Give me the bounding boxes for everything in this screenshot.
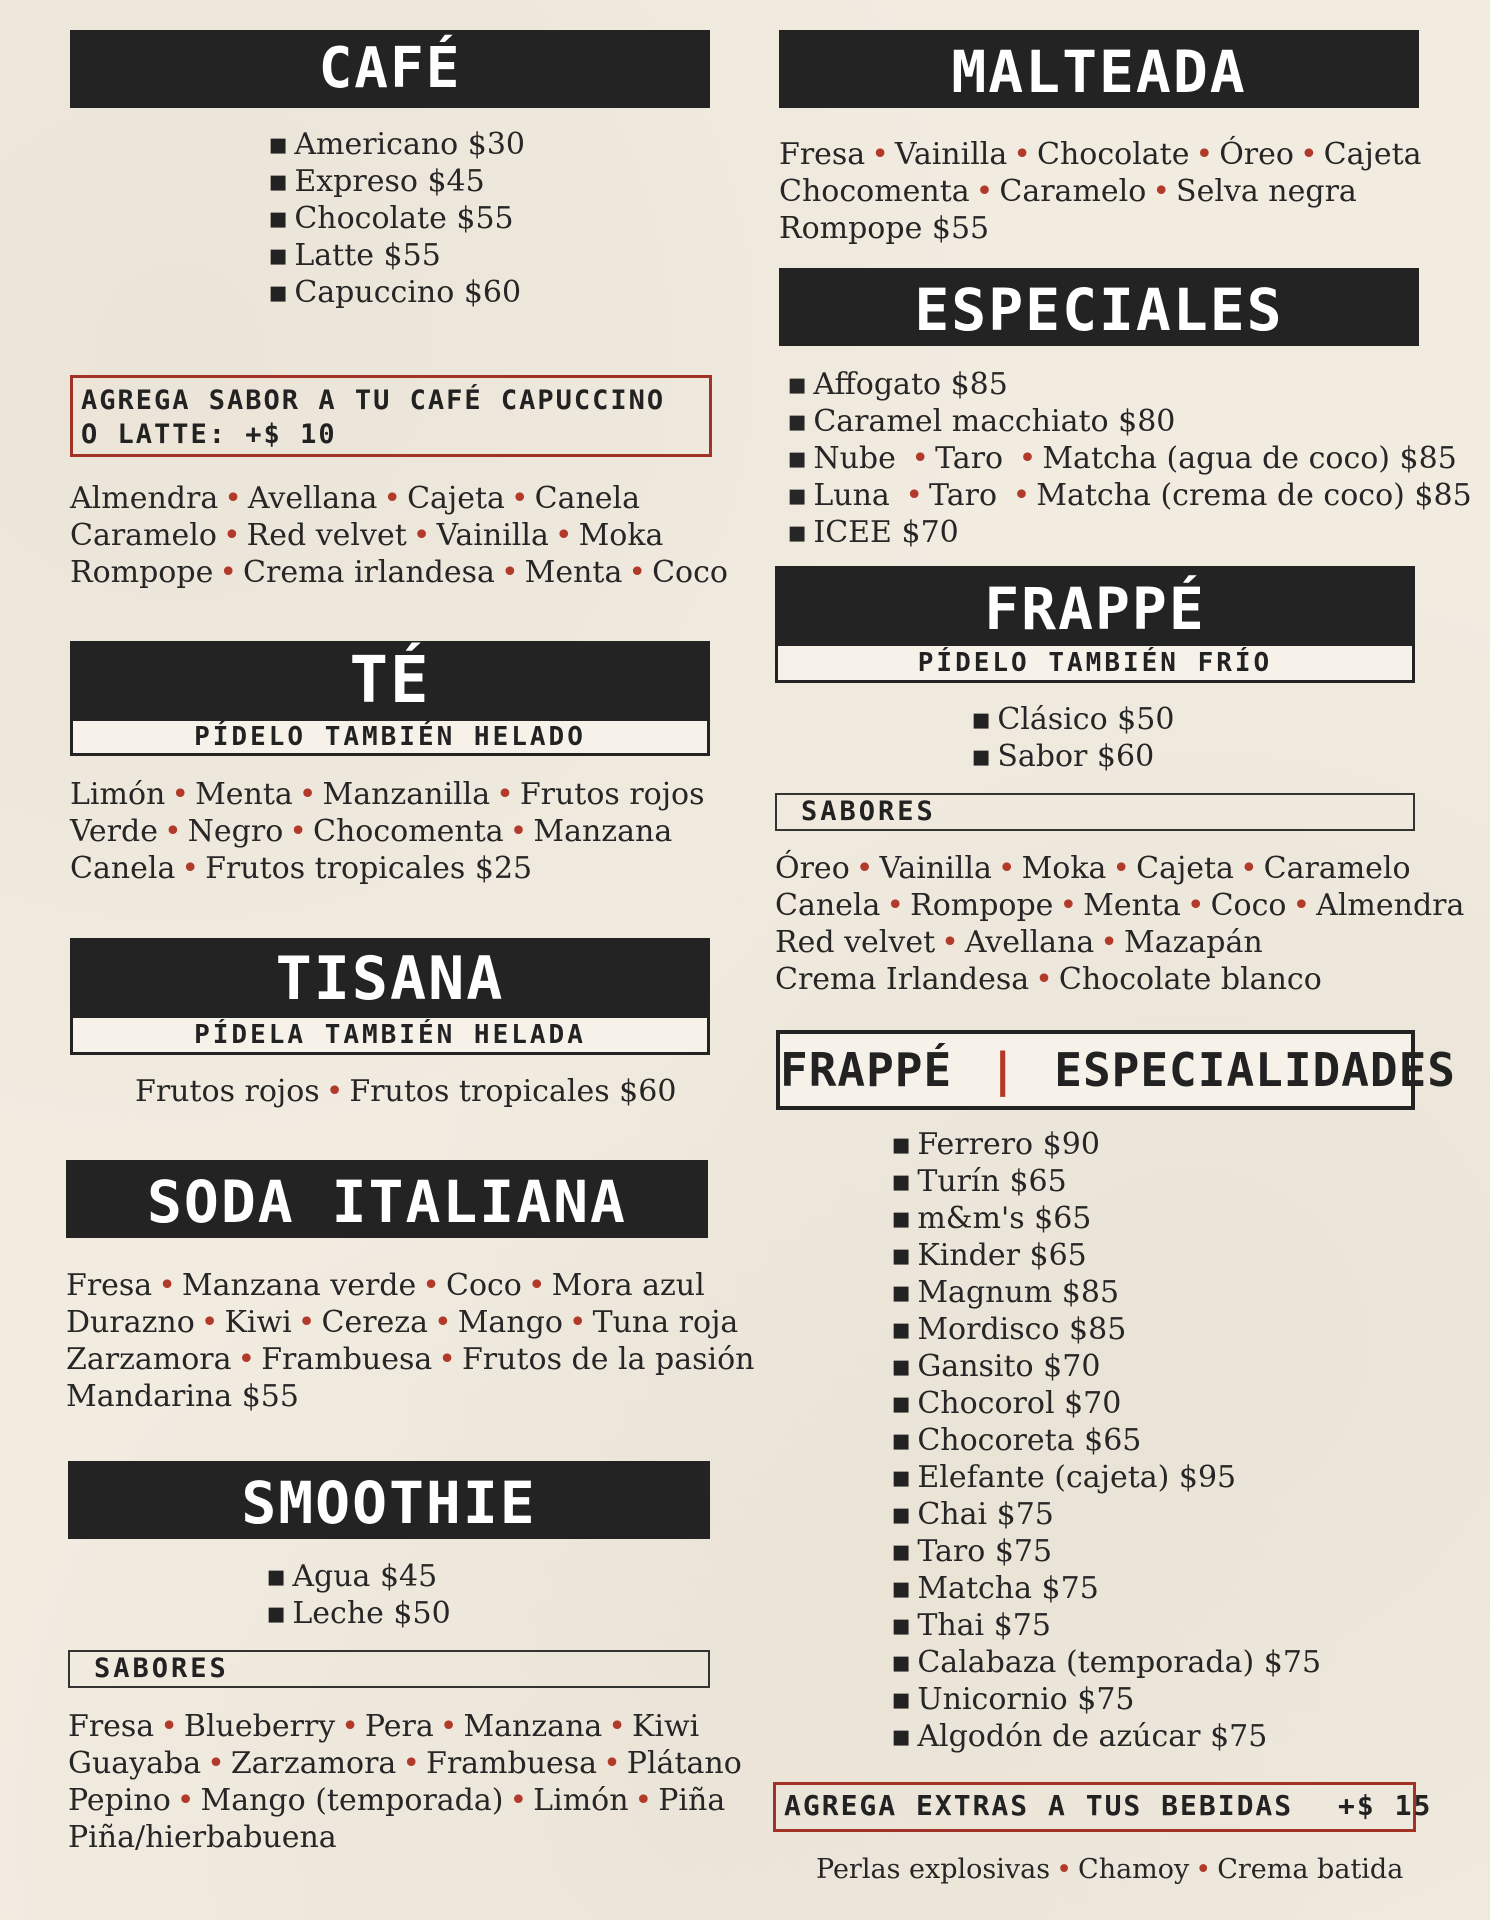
bullet-icon: ▪ xyxy=(787,478,808,513)
list-item: ▪ Chocoreta $65 xyxy=(891,1422,1321,1459)
separator-dot: • xyxy=(181,851,200,886)
separator-dot: • xyxy=(289,814,307,849)
smoothie-sabores-label: SABORES xyxy=(68,1650,710,1688)
flavor-item: Caramelo xyxy=(999,174,1147,209)
flavor-item: Pepino xyxy=(68,1783,171,1818)
flavor-item: Avellana xyxy=(964,925,1095,960)
cafe-title: CAFÉ xyxy=(70,30,710,108)
separator-dot: • xyxy=(219,555,238,590)
flavor-item: Crema irlandesa xyxy=(243,555,495,590)
flavor-item: Rompope xyxy=(910,888,1054,923)
separator-dot: • xyxy=(341,1709,359,1744)
smoothie-list xyxy=(266,1558,451,1632)
list-item: ▪ Chocorol $70 xyxy=(891,1385,1321,1422)
flavor-item: Vainilla xyxy=(879,851,992,886)
flavor-line xyxy=(68,1782,742,1819)
bullet-icon: ▪ xyxy=(787,404,808,439)
flavor-item: Óreo xyxy=(775,851,850,886)
flavor-line xyxy=(779,136,1422,173)
separator-dot: • xyxy=(200,1305,219,1340)
list-item: ▪ Magnum $85 xyxy=(891,1274,1321,1311)
separator-dot: • xyxy=(160,1709,178,1744)
list-item xyxy=(787,514,1472,551)
flavor-item: Zarzamora xyxy=(66,1342,232,1377)
flavor-line xyxy=(775,850,1464,887)
flavor-item: Vainilla xyxy=(436,518,549,553)
separator-dot: • xyxy=(298,777,317,812)
flavor-line xyxy=(70,850,705,887)
separator-dot: • xyxy=(163,814,182,849)
flavor-line xyxy=(70,480,728,517)
extras-items xyxy=(816,1851,1403,1888)
list-item xyxy=(787,477,1472,514)
flavor-item: Zarzamora xyxy=(230,1746,397,1781)
separator-dot: • xyxy=(603,1746,621,1781)
flavor-item: Óreo xyxy=(1219,137,1294,172)
flavor-item: Manzana xyxy=(533,814,673,849)
separator-dot: • xyxy=(527,1268,546,1303)
list-item: ▪ Elefante (cajeta) $95 xyxy=(891,1459,1321,1496)
flavor-line xyxy=(68,1708,742,1745)
flavor-line xyxy=(66,1341,754,1378)
especialidades-list xyxy=(891,1126,1321,1755)
separator-dot: • xyxy=(176,1783,195,1818)
separator-dot: • xyxy=(871,137,889,172)
bullet-icon: ▪ xyxy=(787,367,808,402)
separator-dot: • xyxy=(905,478,924,513)
flavor-item: Frutos rojos xyxy=(135,1074,320,1109)
separator-dot: • xyxy=(1292,888,1311,923)
list-item: ▪ Mordisco $85 xyxy=(891,1311,1321,1348)
separator-dot: • xyxy=(1035,962,1053,997)
flavor-item: Fresa xyxy=(66,1268,153,1303)
separator-dot: • xyxy=(207,1746,225,1781)
separator-dot: • xyxy=(975,174,994,209)
flavor-item: Manzanilla xyxy=(322,777,491,812)
list-item xyxy=(787,440,1472,477)
extras-price: +$ 15 xyxy=(1338,1789,1433,1822)
list-item: ▪ Leche $50 xyxy=(266,1595,451,1632)
list-item xyxy=(787,366,1472,403)
te-flavors xyxy=(70,776,705,887)
flavor-line xyxy=(70,813,705,850)
separator-dot: • xyxy=(500,555,519,590)
flavor-item: Almendra xyxy=(70,481,219,516)
separator-dot: • xyxy=(568,1305,587,1340)
flavor-item: Frambuesa xyxy=(261,1342,433,1377)
flavor-item: Moka xyxy=(578,518,664,553)
list-item: ▪ Gansito $70 xyxy=(891,1348,1321,1385)
list-item: ▪ Sabor $60 xyxy=(971,738,1174,775)
especial-item-text: Matcha (crema de coco) $85 xyxy=(1036,478,1472,513)
frappe-flavors xyxy=(775,850,1464,998)
flavor-item: Coco xyxy=(1210,888,1287,923)
extra-item: Chamoy xyxy=(1078,1854,1190,1885)
especial-item-text: Nube xyxy=(813,441,906,476)
separator-dot: • xyxy=(1056,1854,1073,1885)
separator-dot: • xyxy=(1100,925,1118,960)
te-title: TÉ xyxy=(70,641,710,719)
separator-dot: • xyxy=(509,1783,528,1818)
flavor-item: Frambuesa xyxy=(426,1746,598,1781)
especial-item-text: Matcha (agua de coco) $85 xyxy=(1042,441,1457,476)
flavor-item: Fresa xyxy=(68,1709,155,1744)
flavor-item: Frutos tropicales $60 xyxy=(349,1074,677,1109)
separator-dot: • xyxy=(383,481,402,516)
malteada-title: MALTEADA xyxy=(779,30,1419,108)
separator-dot: • xyxy=(1195,1854,1212,1885)
cafe-flavors xyxy=(70,480,728,591)
flavor-item: Chocomenta xyxy=(779,174,970,209)
frappe-title: FRAPPÉ xyxy=(775,566,1415,644)
cafe-addon-box xyxy=(70,375,712,457)
bullet-icon: ▪ xyxy=(787,515,808,550)
especial-item-text: ICEE $70 xyxy=(813,515,959,550)
list-item: ▪ Capuccino $60 xyxy=(268,274,525,311)
separator-dot: • xyxy=(634,1783,653,1818)
flavor-item: Chocolate xyxy=(1037,137,1190,172)
separator-dot: • xyxy=(1013,137,1031,172)
separator-dot: • xyxy=(628,555,647,590)
especial-item-text: Luna xyxy=(813,478,900,513)
cafe-addon-line: O LATTE: +$ 10 xyxy=(81,419,337,450)
flavor-item: Cereza xyxy=(321,1305,428,1340)
flavor-item: Cajeta xyxy=(407,481,505,516)
smoothie-flavors xyxy=(68,1708,742,1856)
list-item: ▪ Kinder $65 xyxy=(891,1237,1321,1274)
separator-dot: • xyxy=(158,1268,176,1303)
list-item: ▪ Algodón de azúcar $75 xyxy=(891,1718,1321,1755)
separator-dot: • xyxy=(1152,174,1171,209)
flavor-item: Kiwi xyxy=(631,1709,700,1744)
especial-item-text: Taro xyxy=(929,478,1007,513)
list-item: ▪ Latte $55 xyxy=(268,237,525,274)
flavor-item: Negro xyxy=(187,814,284,849)
flavor-line xyxy=(775,961,1464,998)
flavor-item: Mazapán xyxy=(1123,925,1263,960)
flavor-item: Red velvet xyxy=(775,925,936,960)
flavor-item: Caramelo xyxy=(1263,851,1411,886)
flavor-line xyxy=(779,210,1422,247)
separator-dot: • xyxy=(1186,888,1205,923)
separator-dot: • xyxy=(1018,441,1037,476)
flavor-item: Limón xyxy=(70,777,166,812)
especialidades-title-left: FRAPPÉ xyxy=(780,1043,953,1097)
extra-item: Crema batida xyxy=(1217,1854,1404,1885)
flavor-item: Cajeta xyxy=(1323,137,1422,172)
flavor-item: Caramelo xyxy=(70,518,217,553)
especialidades-title xyxy=(776,1030,1457,1110)
te-subtitle: PÍDELO TAMBIÉN HELADO xyxy=(70,718,710,756)
especial-item-text: Caramel macchiato $80 xyxy=(813,404,1176,439)
separator-dot: • xyxy=(911,441,930,476)
separator-dot: • xyxy=(1112,851,1131,886)
separator-dot: • xyxy=(510,481,529,516)
separator-dot: • xyxy=(855,851,874,886)
flavor-item: Moka xyxy=(1021,851,1107,886)
flavor-item: Mandarina $55 xyxy=(66,1379,299,1414)
especial-item-text: Affogato $85 xyxy=(813,367,1008,402)
flavor-item: Canela xyxy=(534,481,641,516)
separator-dot: • xyxy=(237,1342,256,1377)
separator-dot: • xyxy=(325,1074,344,1109)
flavor-item: Manzana xyxy=(463,1709,603,1744)
separator-dot: • xyxy=(554,518,573,553)
flavor-item: Fresa xyxy=(779,137,866,172)
flavor-line xyxy=(775,887,1464,924)
list-item: ▪ Expreso $45 xyxy=(268,163,525,200)
flavor-item: Selva negra xyxy=(1176,174,1357,209)
list-item: ▪ Chocolate $55 xyxy=(268,200,525,237)
list-item: ▪ Unicornio $75 xyxy=(891,1681,1321,1718)
extras-label: AGREGA EXTRAS A TUS BEBIDAS xyxy=(784,1789,1294,1822)
flavor-line xyxy=(66,1267,754,1304)
flavor-item: Menta xyxy=(195,777,293,812)
flavor-item: Menta xyxy=(524,555,623,590)
separator-dot: • xyxy=(412,518,431,553)
flavor-item: Kiwi xyxy=(224,1305,292,1340)
flavor-item: Blueberry xyxy=(183,1709,336,1744)
flavor-item: Red velvet xyxy=(246,518,407,553)
flavor-item: Crema Irlandesa xyxy=(775,962,1030,997)
cafe-list xyxy=(268,126,525,311)
separator-dot: • xyxy=(222,518,241,553)
extras-box xyxy=(773,1782,1433,1832)
flavor-item: Guayaba xyxy=(68,1746,202,1781)
tisana-subtitle: PÍDELA TAMBIÉN HELADA xyxy=(70,1015,710,1055)
list-item: ▪ Calabaza (temporada) $75 xyxy=(891,1644,1321,1681)
flavor-item: Cajeta xyxy=(1136,851,1234,886)
flavor-item: Rompope $55 xyxy=(779,211,990,246)
flavor-item: Plátano xyxy=(626,1746,742,1781)
frappe-list xyxy=(971,701,1174,775)
list-item: ▪ Matcha $75 xyxy=(891,1570,1321,1607)
frappe-sabores-label: SABORES xyxy=(775,793,1415,831)
malteada-flavors xyxy=(779,136,1422,247)
flavor-item: Piña/hierbabuena xyxy=(68,1820,337,1855)
especialidades-title-sep: | xyxy=(988,1043,1018,1097)
separator-dot: • xyxy=(422,1268,440,1303)
tisana-flavors xyxy=(135,1073,676,1110)
flavor-item: Frutos rojos xyxy=(519,777,705,812)
list-item: ▪ Agua $45 xyxy=(266,1558,451,1595)
flavor-item: Coco xyxy=(445,1268,522,1303)
separator-dot: • xyxy=(433,1305,452,1340)
flavor-item: Mora azul xyxy=(551,1268,705,1303)
list-item: ▪ Turín $65 xyxy=(891,1163,1321,1200)
list-item: ▪ Clásico $50 xyxy=(971,701,1174,738)
flavor-item: Verde xyxy=(70,814,158,849)
flavor-line xyxy=(70,554,728,591)
flavor-item: Canela xyxy=(70,851,176,886)
flavor-line xyxy=(66,1378,754,1415)
separator-dot: • xyxy=(509,814,528,849)
list-item: ▪ Americano $30 xyxy=(268,126,525,163)
separator-dot: • xyxy=(224,481,242,516)
especial-item-text: Taro xyxy=(935,441,1013,476)
flavor-item: Pera xyxy=(364,1709,434,1744)
flavor-item: Canela xyxy=(775,888,881,923)
flavor-line xyxy=(135,1073,676,1110)
flavor-item: Chocomenta xyxy=(313,814,504,849)
cafe-addon-line: AGREGA SABOR A TU CAFÉ CAPUCCINO xyxy=(81,385,666,416)
separator-dot: • xyxy=(1195,137,1214,172)
flavor-line xyxy=(68,1745,742,1782)
separator-dot: • xyxy=(171,777,190,812)
flavor-item: Rompope xyxy=(70,555,214,590)
separator-dot: • xyxy=(439,1709,458,1744)
flavor-item: Vainilla xyxy=(894,137,1008,172)
flavor-line xyxy=(70,776,705,813)
flavor-line xyxy=(68,1819,742,1856)
flavor-item: Mango (temporada) xyxy=(200,1783,504,1818)
flavor-item: Coco xyxy=(652,555,728,590)
flavor-item: Durazno xyxy=(66,1305,195,1340)
flavor-item: Avellana xyxy=(247,481,378,516)
separator-dot: • xyxy=(1059,888,1078,923)
especiales-list xyxy=(787,366,1472,551)
flavor-item: Limón xyxy=(533,1783,629,1818)
separator-dot: • xyxy=(1299,137,1318,172)
soda-title: SODA ITALIANA xyxy=(66,1160,708,1238)
list-item xyxy=(787,403,1472,440)
separator-dot: • xyxy=(941,925,959,960)
separator-dot: • xyxy=(496,777,514,812)
separator-dot: • xyxy=(438,1342,456,1377)
list-item: ▪ Ferrero $90 xyxy=(891,1126,1321,1163)
list-item: ▪ Chai $75 xyxy=(891,1496,1321,1533)
especialidades-title-right: ESPECIALIDADES xyxy=(1054,1043,1457,1097)
especiales-title: ESPECIALES xyxy=(779,268,1419,346)
flavor-item: Mango xyxy=(457,1305,563,1340)
flavor-item: Piña xyxy=(658,1783,726,1818)
flavor-line xyxy=(779,173,1422,210)
flavor-item: Frutos tropicales $25 xyxy=(205,851,533,886)
flavor-item: Tuna roja xyxy=(592,1305,739,1340)
flavor-item: Manzana verde xyxy=(181,1268,417,1303)
separator-dot: • xyxy=(886,888,905,923)
separator-dot: • xyxy=(608,1709,626,1744)
flavor-line xyxy=(66,1304,754,1341)
flavor-item: Menta xyxy=(1083,888,1181,923)
separator-dot: • xyxy=(1012,478,1031,513)
flavor-line xyxy=(70,517,728,554)
list-item: ▪ m&m's $65 xyxy=(891,1200,1321,1237)
smoothie-title: SMOOTHIE xyxy=(68,1461,710,1539)
separator-dot: • xyxy=(997,851,1016,886)
flavor-line xyxy=(775,924,1464,961)
tisana-title: TISANA xyxy=(70,938,710,1016)
extra-item: Perlas explosivas xyxy=(816,1854,1051,1885)
flavor-item: Frutos de la pasión xyxy=(461,1342,755,1377)
bullet-icon: ▪ xyxy=(787,441,808,476)
separator-dot: • xyxy=(1239,851,1258,886)
separator-dot: • xyxy=(297,1305,316,1340)
separator-dot: • xyxy=(402,1746,421,1781)
list-item: ▪ Taro $75 xyxy=(891,1533,1321,1570)
soda-flavors xyxy=(66,1267,754,1415)
frappe-subtitle: PÍDELO TAMBIÉN FRÍO xyxy=(775,643,1415,683)
flavor-item: Almendra xyxy=(1316,888,1465,923)
list-item: ▪ Thai $75 xyxy=(891,1607,1321,1644)
flavor-item: Chocolate blanco xyxy=(1058,962,1322,997)
